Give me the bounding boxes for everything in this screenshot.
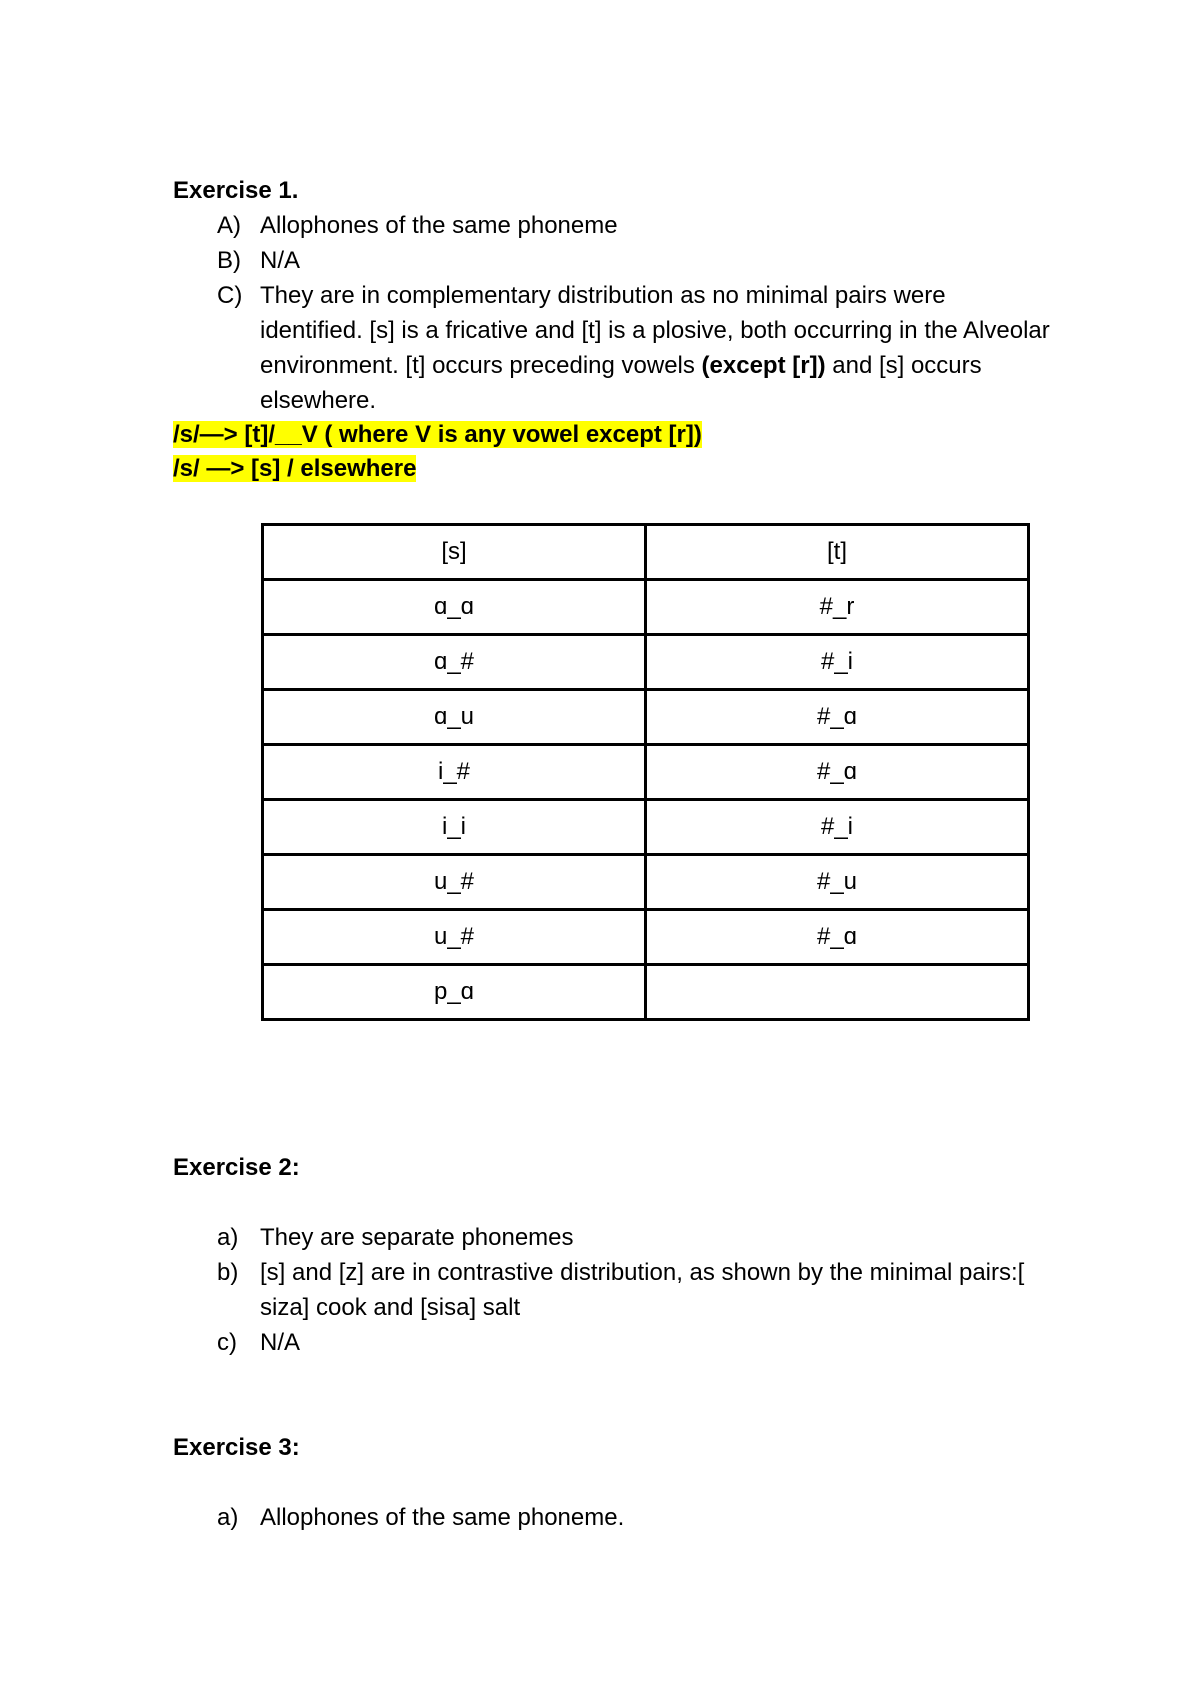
- answer-c: [173, 278, 1053, 418]
- answer-text: Allophones of the same phoneme.: [260, 1504, 625, 1531]
- table-row: [263, 965, 1029, 1020]
- highlighted-rule-1: /s/—> [t]/__V ( where V is any vowel except [r]): [173, 421, 702, 448]
- answer-marker: b): [217, 1259, 239, 1286]
- answer-text: N/A: [260, 247, 301, 274]
- table-cell: ɑ_#: [263, 635, 646, 690]
- answer-bold-text: (except [r]): [701, 352, 826, 379]
- exercise-3-answers: [173, 1500, 1053, 1535]
- table-cell: i_#: [263, 745, 646, 800]
- answer-marker: A): [217, 212, 241, 239]
- table-cell: i_i: [263, 800, 646, 855]
- answer-marker: c): [217, 1329, 237, 1356]
- exercise-1-heading: Exercise 1.: [173, 177, 299, 204]
- answer-b: [173, 243, 1053, 278]
- table-cell: ɑ_ɑ: [263, 580, 646, 635]
- table-row: [263, 855, 1029, 910]
- table-cell: ɑ_u: [263, 690, 646, 745]
- table-cell: #_i: [646, 635, 1029, 690]
- answer-text: Allophones of the same phoneme: [260, 212, 618, 239]
- answer-a: [173, 1220, 1053, 1255]
- answer-text: They are in complementary distribution as no minimal pairs were identified. [s] is a fricative and [t] is a plosive, both occurring in the Alveolar environment. [t] occurs preceding vowels: [260, 282, 1050, 379]
- exercise-1-answers: [173, 208, 1053, 418]
- answer-text: They are separate phonemes: [260, 1224, 574, 1251]
- rule-line-1: [173, 418, 702, 452]
- answer-text-end: and [s] occurs elsewhere.: [260, 352, 982, 414]
- table-cell: u_#: [263, 855, 646, 910]
- distribution-table: [261, 523, 1030, 1021]
- table-row: [263, 580, 1029, 635]
- table-cell: #_r: [646, 580, 1029, 635]
- exercise-2-heading: Exercise 2:: [173, 1154, 300, 1181]
- rule-line-2: [173, 452, 416, 486]
- table-cell: #_ɑ: [646, 690, 1029, 745]
- answer-marker: B): [217, 247, 241, 274]
- column-header-t: [t]: [646, 525, 1029, 580]
- answer-marker: a): [217, 1224, 239, 1251]
- table-header-row: [263, 525, 1029, 580]
- exercise-2-answers: [173, 1220, 1053, 1360]
- table-row: [263, 800, 1029, 855]
- table-cell: [646, 965, 1029, 1020]
- table-cell: #_ɑ: [646, 745, 1029, 800]
- exercise-3-heading: Exercise 3:: [173, 1434, 300, 1461]
- column-header-s: [s]: [263, 525, 646, 580]
- answer-text: N/A: [260, 1329, 301, 1356]
- table-row: [263, 690, 1029, 745]
- answer-a: [173, 1500, 1053, 1535]
- answer-c: [173, 1325, 1053, 1360]
- table-cell: p_ɑ: [263, 965, 646, 1020]
- table-cell: #_ɑ: [646, 910, 1029, 965]
- answer-marker: C): [217, 282, 243, 309]
- highlighted-rule-2: /s/ —> [s] / elsewhere: [173, 455, 417, 482]
- table-row: [263, 635, 1029, 690]
- table-cell: #_u: [646, 855, 1029, 910]
- answer-marker: a): [217, 1504, 239, 1531]
- table-row: [263, 745, 1029, 800]
- answer-b: [173, 1255, 1053, 1325]
- table-cell: #_i: [646, 800, 1029, 855]
- table-cell: u_#: [263, 910, 646, 965]
- table-row: [263, 910, 1029, 965]
- answer-a: [173, 208, 1053, 243]
- answer-text: [s] and [z] are in contrastive distribution, as shown by the minimal pairs:[ siza] cook and [sisa] salt: [260, 1259, 1025, 1321]
